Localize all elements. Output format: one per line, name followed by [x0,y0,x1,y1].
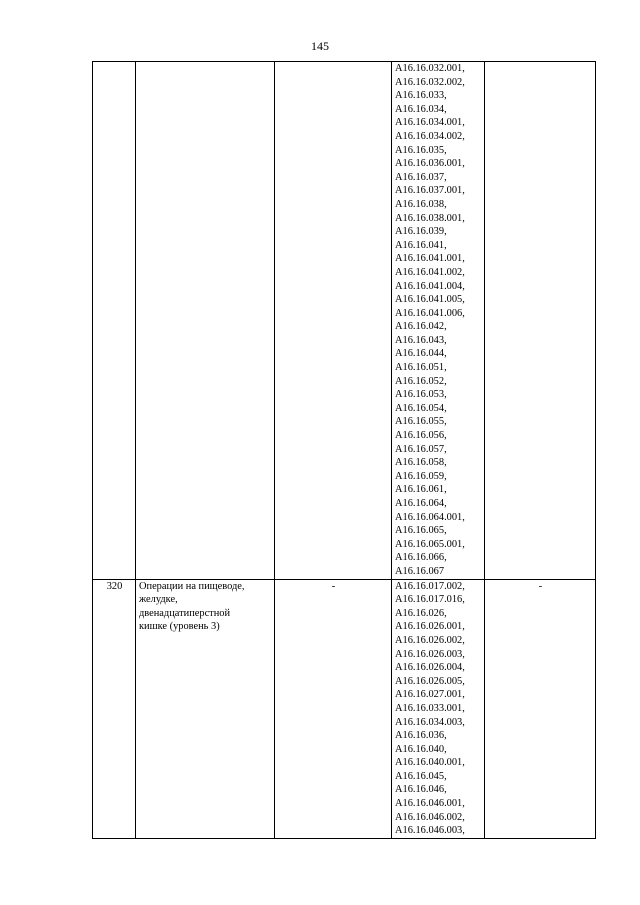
document-table [92,61,596,839]
service-code: A16.16.034.002, [395,130,465,142]
service-code: A16.16.067 [395,565,445,577]
service-code: A16.16.026.004, [395,662,465,674]
service-code: A16.16.038, [395,198,447,210]
column-5-cell [485,62,596,580]
group-name-line: двенадцатиперстной [139,607,231,619]
service-code: A16.16.040, [395,743,447,755]
service-code: A16.16.026.003, [395,648,465,660]
group-name-line: кишке (уровень 3) [139,621,220,633]
service-code: A16.16.052, [395,375,447,387]
service-code: A16.16.065.001, [395,538,465,550]
service-code: A16.16.064.001, [395,511,465,523]
service-code: A16.16.017.002, [395,580,465,592]
table-row [93,579,596,838]
service-code: A16.16.036, [395,730,447,742]
service-code: A16.16.033, [395,90,447,102]
service-code: A16.16.040.001, [395,757,465,769]
service-code: A16.16.036.001, [395,158,465,170]
service-code: A16.16.065, [395,525,447,537]
service-code: A16.16.041.001, [395,253,465,265]
service-code: A16.16.034.001, [395,117,465,129]
service-code: A16.16.041, [395,239,447,251]
column-5-cell: - [485,579,596,838]
service-code: A16.16.034, [395,103,447,115]
service-code: A16.16.046, [395,784,447,796]
service-code: A16.16.044, [395,348,447,360]
service-code: A16.16.046.001, [395,798,465,810]
service-code: A16.16.046.002, [395,811,465,823]
service-code: A16.16.064, [395,498,447,509]
service-code: A16.16.039, [395,226,447,238]
service-code: A16.16.032.001, [395,63,465,74]
service-code: A16.16.059, [395,470,447,482]
service-code: A16.16.055, [395,416,447,428]
service-code: A16.16.033.001, [395,702,465,714]
table-row [93,62,596,580]
service-code: A16.16.027.001, [395,689,465,701]
service-code: A16.16.037.001, [395,185,465,197]
service-code: A16.16.041.002, [395,266,465,278]
service-code: A16.16.046.003, [395,825,465,837]
service-code: A16.16.042, [395,321,447,333]
service-code: A16.16.032.002, [395,76,465,88]
service-code: A16.16.035, [395,144,447,156]
row-number-cell: 320 [93,579,136,838]
column-3-cell: - [275,579,392,838]
service-code: A16.16.056, [395,430,447,442]
service-code: A16.16.026.002, [395,634,465,646]
service-code: A16.16.054, [395,402,447,414]
service-code: A16.16.026, [395,607,447,619]
service-codes-cell [392,62,485,580]
service-code: A16.16.051, [395,362,447,374]
service-code: A16.16.026.005, [395,675,465,687]
row-number-cell [93,62,136,580]
service-code: A16.16.058, [395,457,447,469]
service-code: A16.16.066, [395,552,447,564]
service-code: A16.16.026.001, [395,621,465,633]
service-code: A16.16.057, [395,443,447,455]
service-code: A16.16.037, [395,171,447,183]
service-code: A16.16.034.003, [395,716,465,728]
service-code: A16.16.041.006, [395,307,465,319]
column-3-cell [275,62,392,580]
group-name-line: Операции на пищеводе, [139,580,245,592]
service-code: A16.16.041.005, [395,294,465,306]
group-name-line: желудке, [139,594,178,606]
service-code: A16.16.017.016, [395,594,465,606]
page-number: 145 [311,39,329,53]
service-codes-cell [392,579,485,838]
group-name-cell [136,579,275,838]
service-code: A16.16.045, [395,770,447,782]
group-name-cell [136,62,275,580]
service-code: A16.16.043, [395,334,447,346]
service-code: A16.16.053, [395,389,447,401]
service-code: A16.16.041.004, [395,280,465,292]
service-code: A16.16.061, [395,484,447,496]
service-code: A16.16.038.001, [395,212,465,224]
